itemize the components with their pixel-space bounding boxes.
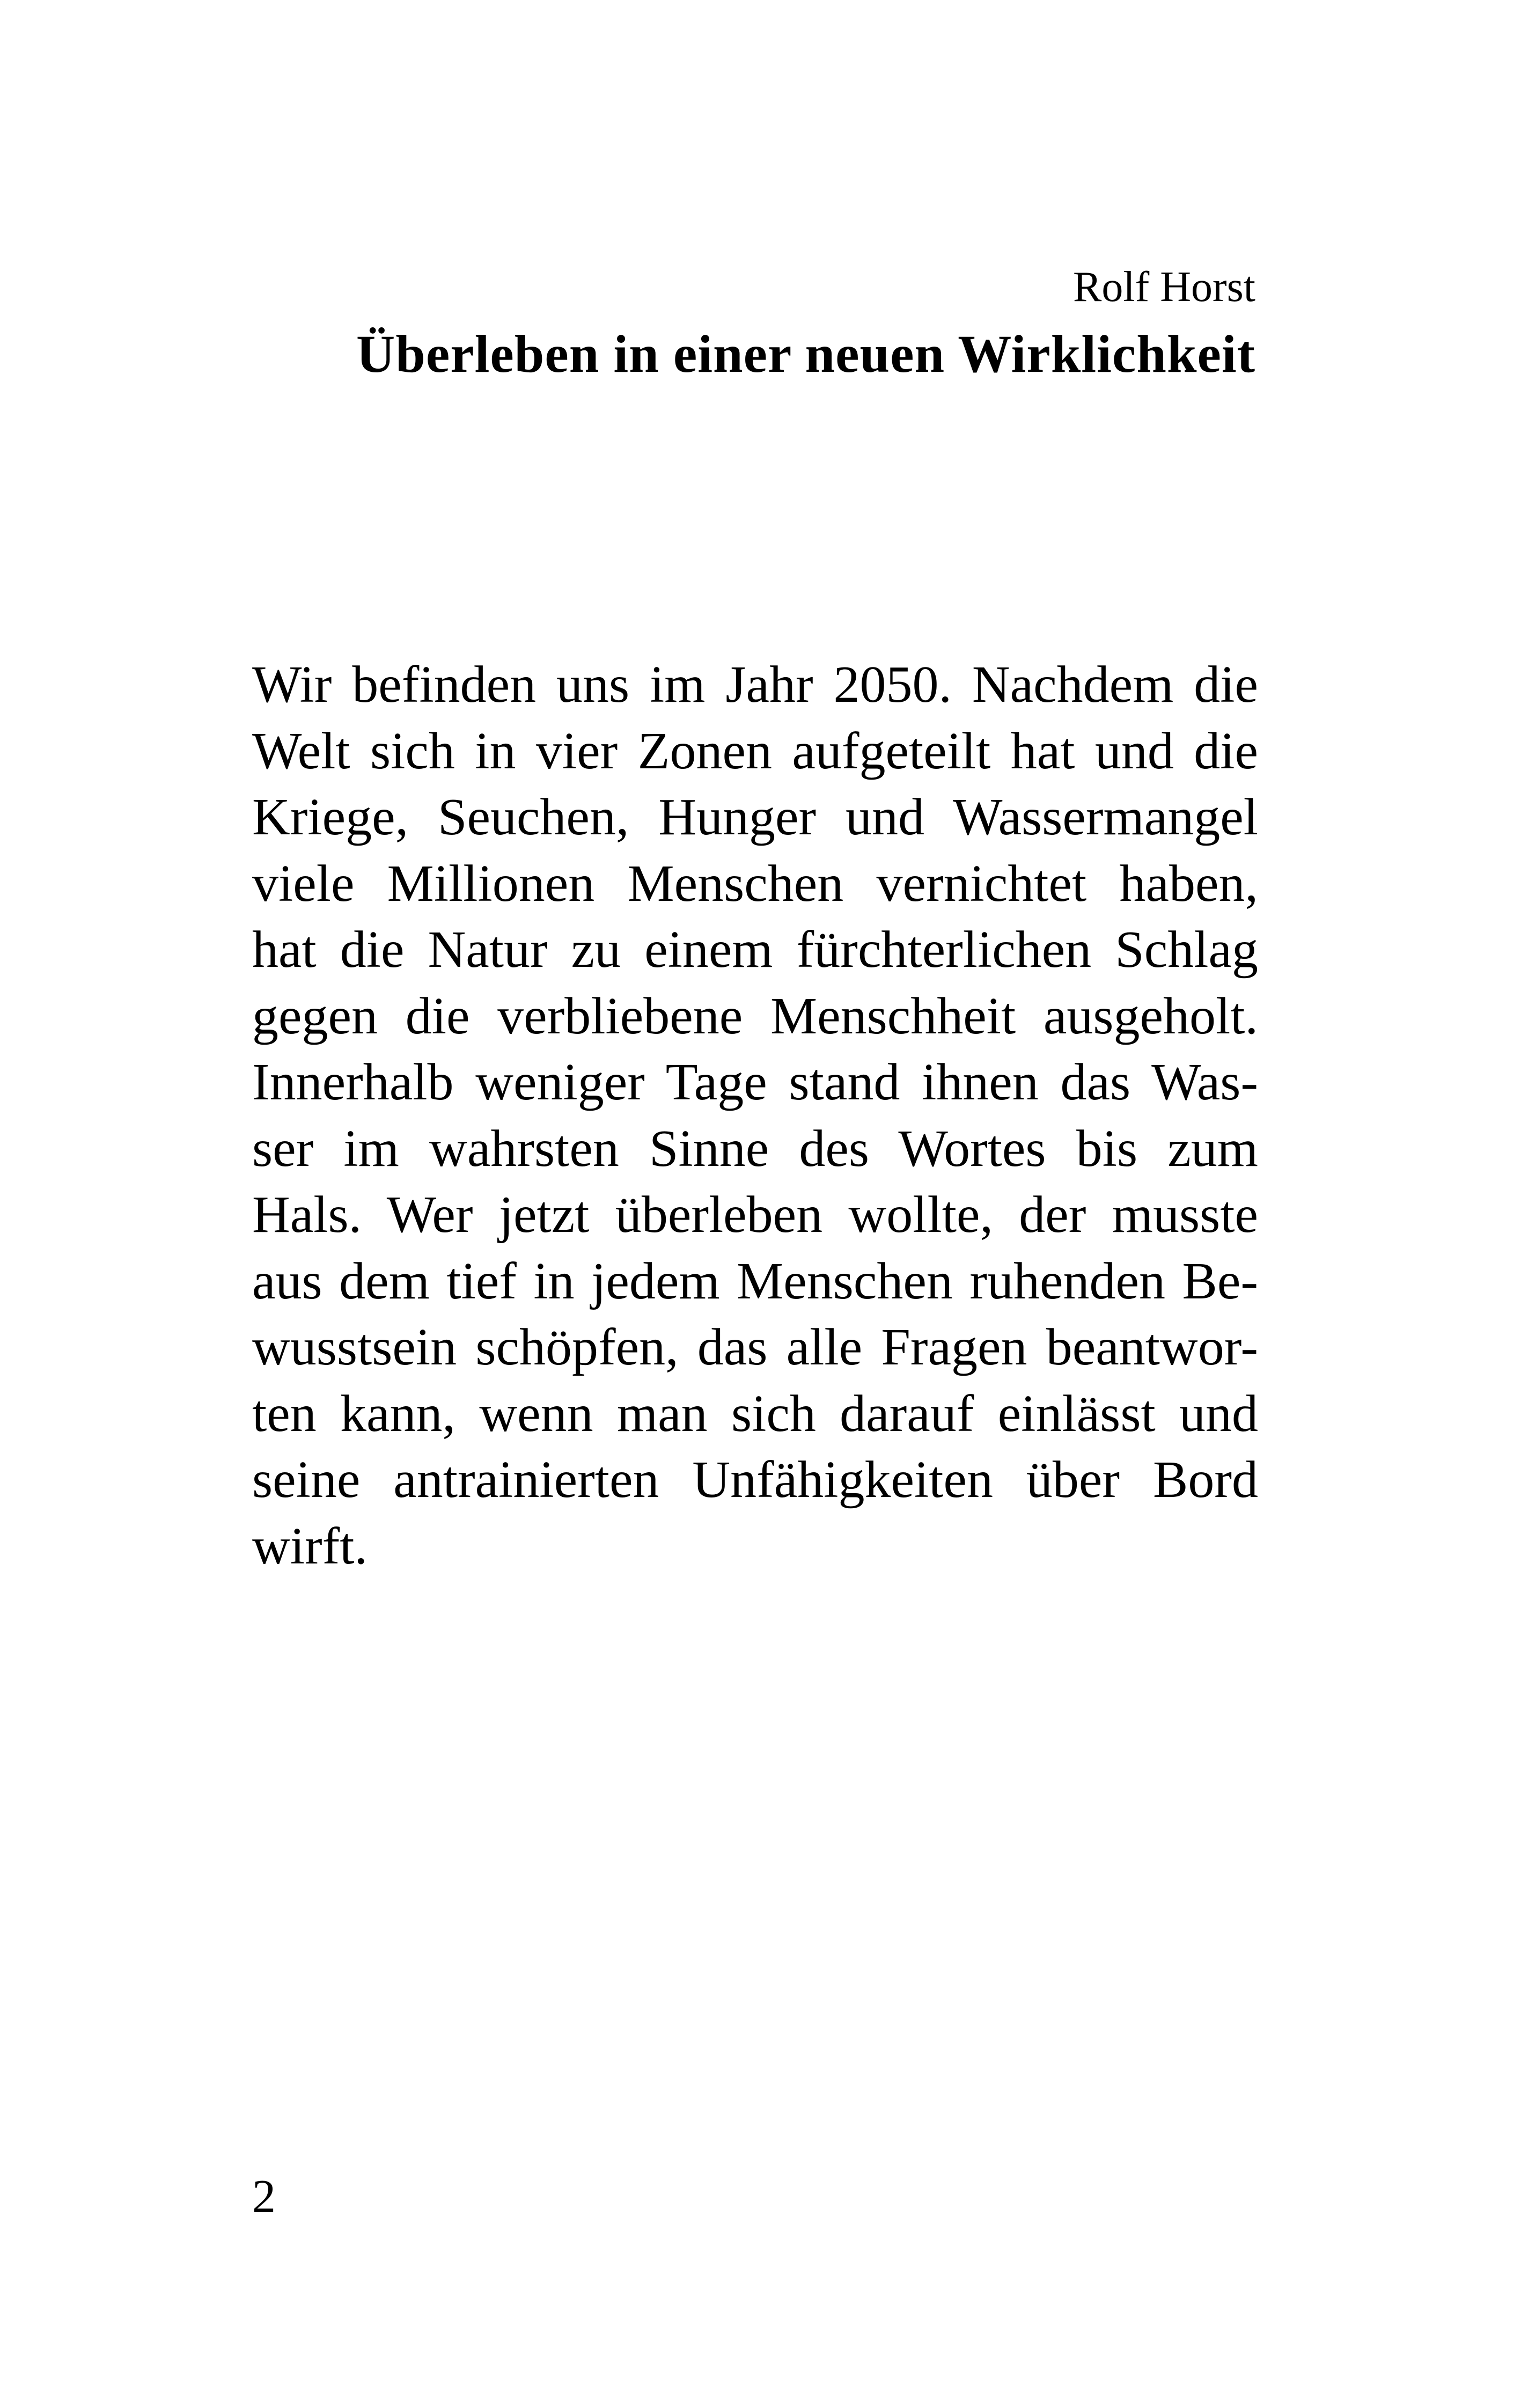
book-title: Überleben in einer neuen Wirklichkeit xyxy=(356,324,1255,384)
text-line: viele Millionen Menschen vernichtet haben, xyxy=(252,854,1258,913)
text-line: wirft. xyxy=(252,1517,368,1575)
text-line: Wir befinden uns im Jahr 2050. Nachdem die xyxy=(252,656,1258,714)
text-line: Innerhalb weniger Tage stand ihnen das Was- xyxy=(252,1053,1258,1111)
author-name: Rolf Horst xyxy=(1073,263,1255,311)
text-line: Welt sich in vier Zonen aufgeteilt hat und die xyxy=(252,722,1258,780)
blurb-paragraph xyxy=(252,652,1258,1580)
text-line: hat die Natur zu einem fürchterlichen Schlag xyxy=(252,921,1258,979)
text-line: ten kann, wenn man sich darauf einlässt und xyxy=(252,1384,1258,1443)
text-line: Hals. Wer jetzt überleben wollte, der musste xyxy=(252,1186,1258,1244)
text-line: seine antrainierten Unfähigkeiten über Bord xyxy=(252,1451,1258,1509)
text-line: aus dem tief in jedem Menschen ruhenden Be- xyxy=(252,1252,1258,1310)
text-line: ser im wahrsten Sinne des Wortes bis zum xyxy=(252,1119,1258,1178)
page-number: 2 xyxy=(252,2171,276,2223)
text-line: wusstsein schöpfen, das alle Fragen beantwor- xyxy=(252,1318,1258,1376)
text-line: Kriege, Seuchen, Hunger und Wassermangel xyxy=(252,788,1258,846)
text-line: gegen die verbliebene Menschheit ausgeholt. xyxy=(252,987,1258,1045)
